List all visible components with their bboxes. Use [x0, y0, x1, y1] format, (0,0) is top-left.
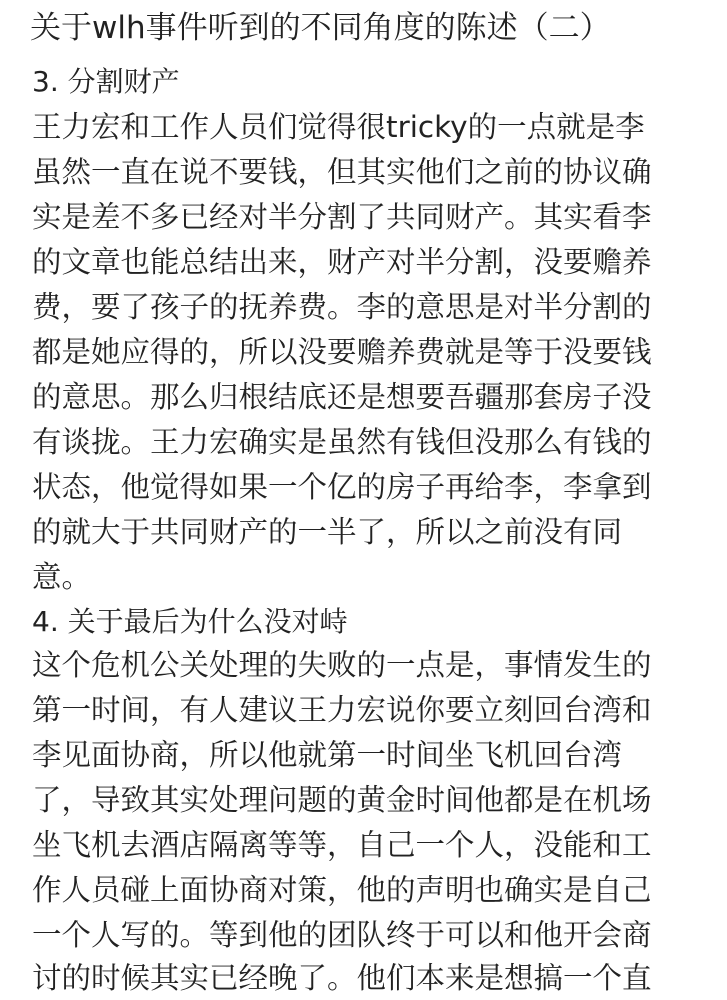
section-4-line: 李见面协商，所以他就第一时间坐飞机回台湾 [32, 738, 623, 772]
section-3-heading: 3. 分割财产 [32, 65, 180, 98]
section-3-line: 的文章也能总结出来，财产对半分割，没要赡养 [32, 245, 652, 279]
section-3-line: 王力宏和工作人员们觉得很tricky的一点就是李 [32, 110, 645, 144]
section-4-line: 第一时间，有人建议王力宏说你要立刻回台湾和 [32, 693, 652, 727]
section-3-line: 的就大于共同财产的一半了，所以之前没有同 [32, 515, 623, 549]
section-3-line: 有谈拢。王力宏确实是虽然有钱但没那么有钱的 [32, 425, 652, 459]
section-3-line: 虽然一直在说不要钱，但其实他们之前的协议确 [32, 155, 652, 189]
section-3-line: 实是差不多已经对半分割了共同财产。其实看李 [32, 200, 652, 234]
section-3-line: 状态，他觉得如果一个亿的房子再给李，李拿到 [32, 470, 652, 504]
section-4-line: 这个危机公关处理的失败的一点是，事情发生的 [32, 648, 652, 682]
section-4-line: 坐飞机去酒店隔离等等，自己一个人，没能和工 [32, 828, 652, 862]
section-4-line: 一个人写的。等到他的团队终于可以和他开会商 [32, 918, 652, 952]
section-3-line: 费，要了孩子的抚养费。李的意思是对半分割的 [32, 290, 652, 324]
section-3-line: 的意思。那么归根结底还是想要吾疆那套房子没 [32, 380, 652, 414]
section-4-line: 作人员碰上面协商对策，他的声明也确实是自己 [32, 873, 652, 907]
article-title: 关于wlh事件听到的不同角度的陈述（二） [30, 10, 611, 46]
section-3-line: 意。 [32, 560, 92, 594]
section-4-line: 了，导致其实处理问题的黄金时间他都是在机场 [32, 783, 652, 817]
section-4-heading: 4. 关于最后为什么没对峙 [32, 605, 348, 638]
section-4-line: 讨的时候其实已经晚了。他们本来是想搞一个直 [32, 961, 652, 995]
section-3-line: 都是她应得的，所以没要赡养费就是等于没要钱 [32, 335, 652, 369]
